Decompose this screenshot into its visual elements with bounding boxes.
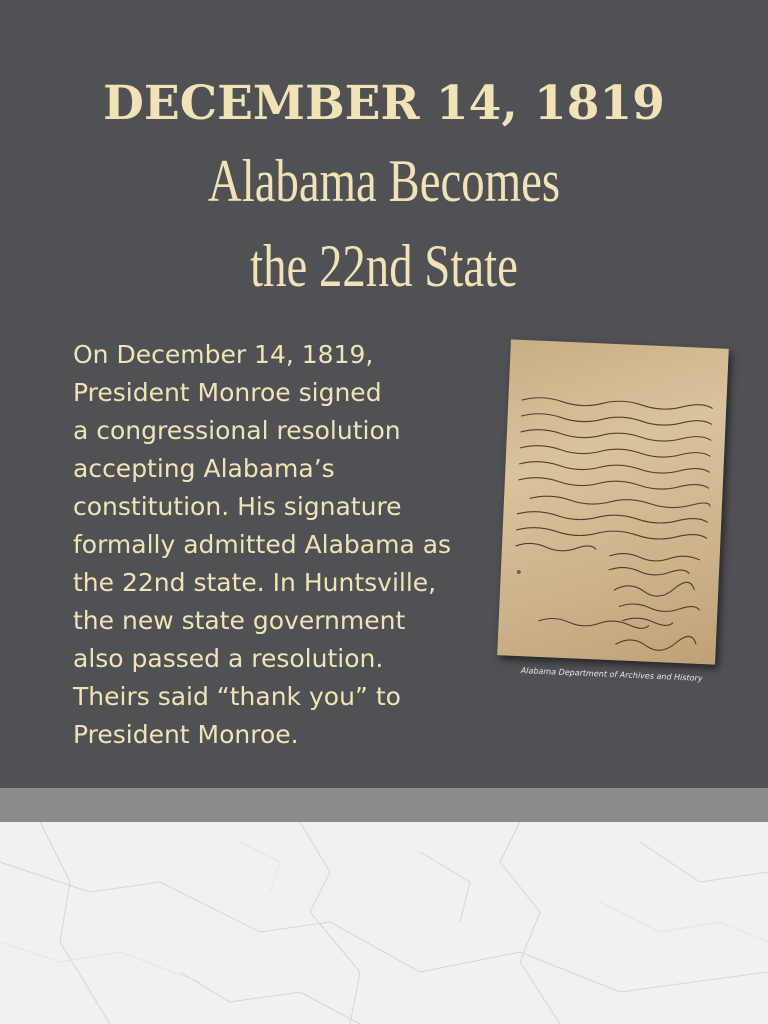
body-line: accepting Alabama’s [73, 454, 335, 483]
body-line: also passed a resolution. [73, 644, 384, 673]
body-line: constitution. His signature [73, 492, 402, 521]
gray-band [0, 788, 768, 822]
body-line: On December 14, 1819, [73, 340, 374, 369]
body-line: the new state government [73, 606, 406, 635]
image-credit: Alabama Department of Archives and History [520, 666, 703, 683]
marble-veins [0, 822, 768, 1024]
body-line: formally admitted Alabama as [73, 530, 452, 559]
historic-document-image [497, 339, 729, 664]
body-line: President Monroe. [73, 720, 299, 749]
body-paragraph [73, 336, 493, 754]
title-line-2: the 22nd State [250, 233, 518, 299]
title-line-1: Alabama Becomes [207, 148, 561, 214]
marble-background [0, 822, 768, 1024]
body-line: President Monroe signed [73, 378, 382, 407]
body-line: the 22nd state. In Huntsville, [73, 568, 437, 597]
body-line: a congressional resolution [73, 416, 401, 445]
body-line: Theirs said “thank you” to [73, 682, 401, 711]
handwritten-resolution-image [497, 339, 729, 664]
date-heading: DECEMBER 14, 1819 [103, 76, 665, 131]
